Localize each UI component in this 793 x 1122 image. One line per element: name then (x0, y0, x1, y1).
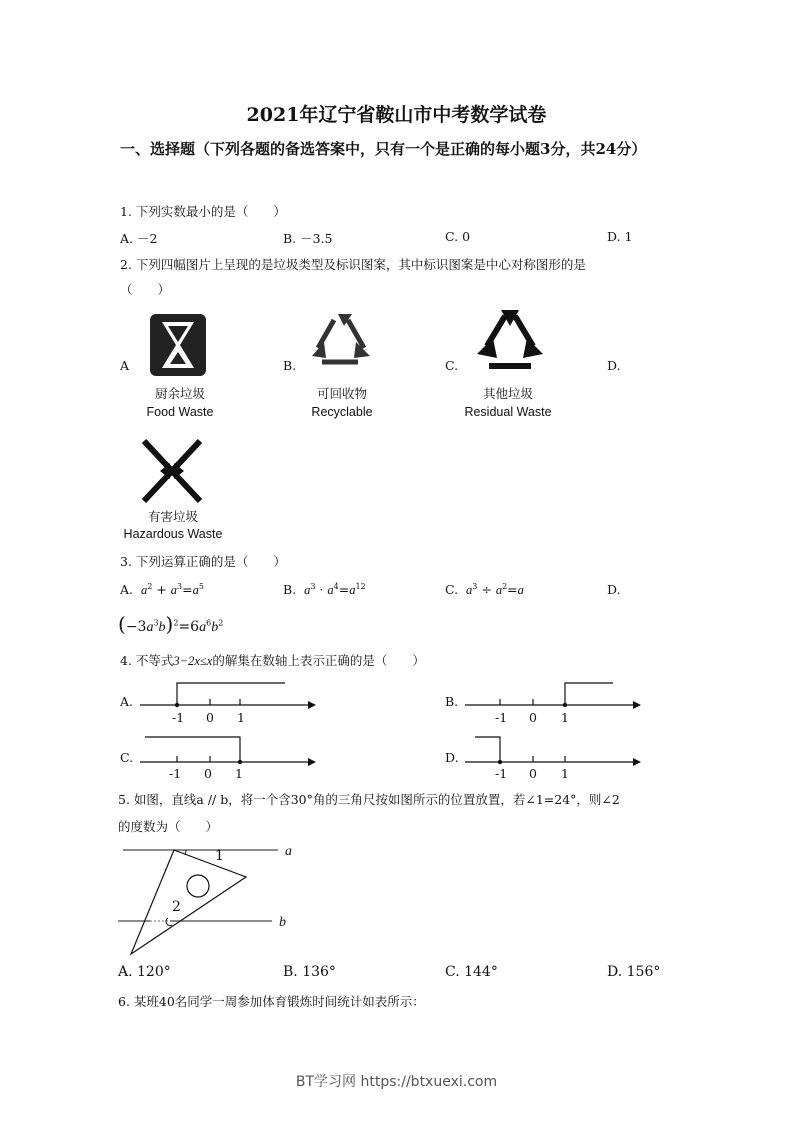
q2-label-a: A (120, 358, 130, 373)
line-a-label: a (285, 844, 292, 859)
tick-label: 1 (561, 710, 569, 725)
line-b-label: b (279, 915, 286, 930)
tick-label: -1 (495, 766, 508, 781)
hazardous-waste-cn: 有害垃圾 (147, 510, 198, 524)
q3-option-d-label: D. (607, 582, 621, 597)
food-waste-en: Food Waste (146, 405, 214, 419)
q2-label-b: B. (283, 358, 297, 373)
tick-label: -1 (495, 710, 508, 725)
q3-option-d: $(-3a^3b)^2=6a^6b^2$ (118, 612, 224, 636)
q6-stem: 6. 某班40名同学一周参加体育锻炼时间统计如表所示： (118, 994, 425, 1009)
q3-stem: 3. 下列运算正确的是（ ） (120, 554, 286, 569)
q3-option-a: A. $a^2 + a^3=a^5$ (120, 582, 204, 598)
residual-waste-en: Residual Waste (464, 405, 552, 419)
q3-option-c: C. $a^3 \div a^2=a$ (445, 582, 524, 598)
tick-label: 1 (561, 766, 569, 781)
food-waste-cn: 厨余垃圾 (154, 387, 205, 401)
section-heading: 一、选择题（下列各题的备选答案中，只有一个是正确的每小题3分，共24分） (120, 140, 647, 158)
q5-option-c: C. 144° (445, 964, 498, 980)
q5-option-d: D. 156° (607, 964, 661, 980)
tick-label: 0 (529, 710, 537, 725)
hazardous-waste-en: Hazardous Waste (123, 527, 223, 541)
q4-stem: 4. 不等式3−2x≤x的解集在数轴上表示正确的是（ ） (120, 653, 425, 668)
footer-watermark: BT学习网 https://btxuexi.com (295, 1074, 498, 1090)
q1-stem: 1. 下列实数最小的是（ ） (120, 204, 286, 219)
recyclable-en: Recyclable (311, 405, 373, 419)
page-title: 2021年辽宁省鞍山市中考数学试卷 (246, 104, 547, 126)
q2-paren: （ ） (120, 282, 171, 297)
angle-1-label: 1 (215, 848, 224, 864)
tick-label: 1 (235, 766, 243, 781)
tick-label: 0 (206, 710, 214, 725)
q2-label-c: C. (445, 358, 459, 373)
q3-option-b: B. $a^3 \cdot a^4=a^{12}$ (283, 582, 366, 598)
q4-label-d: D. (445, 750, 459, 765)
q4-label-b: B. (445, 694, 459, 709)
q4-label-a: A. (120, 694, 134, 709)
tick-label: 0 (204, 766, 212, 781)
q4-label-c: C. (120, 750, 134, 765)
tick-label: 1 (237, 710, 245, 725)
recyclable-cn: 可回收物 (316, 387, 367, 401)
q5-option-a: A. 120° (118, 964, 171, 980)
angle-2-label: 2 (172, 899, 181, 915)
q1-option-d: D. 1 (607, 229, 633, 244)
q5-option-b: B. 136° (283, 964, 336, 980)
q2-label-d: D. (607, 358, 621, 373)
q1-option-b: B. －3.5 (283, 231, 333, 246)
q5-stem-cont: 的度数为（ ） (118, 819, 219, 834)
tick-label: 0 (529, 766, 537, 781)
q5-stem: 5. 如图，直线a // b，将一个含30°角的三角尺按如图所示的位置放置，若∠1=24°，则∠2 (118, 792, 620, 807)
q1-option-c: C. 0 (445, 229, 471, 244)
tick-label: -1 (172, 710, 185, 725)
residual-waste-cn: 其他垃圾 (482, 387, 533, 401)
q1-option-a: A. －2 (120, 231, 158, 246)
tick-label: -1 (169, 766, 182, 781)
q2-stem: 2. 下列四幅图片上呈现的是垃圾类型及标识图案，其中标识图案是中心对称图形的是 (120, 257, 586, 272)
